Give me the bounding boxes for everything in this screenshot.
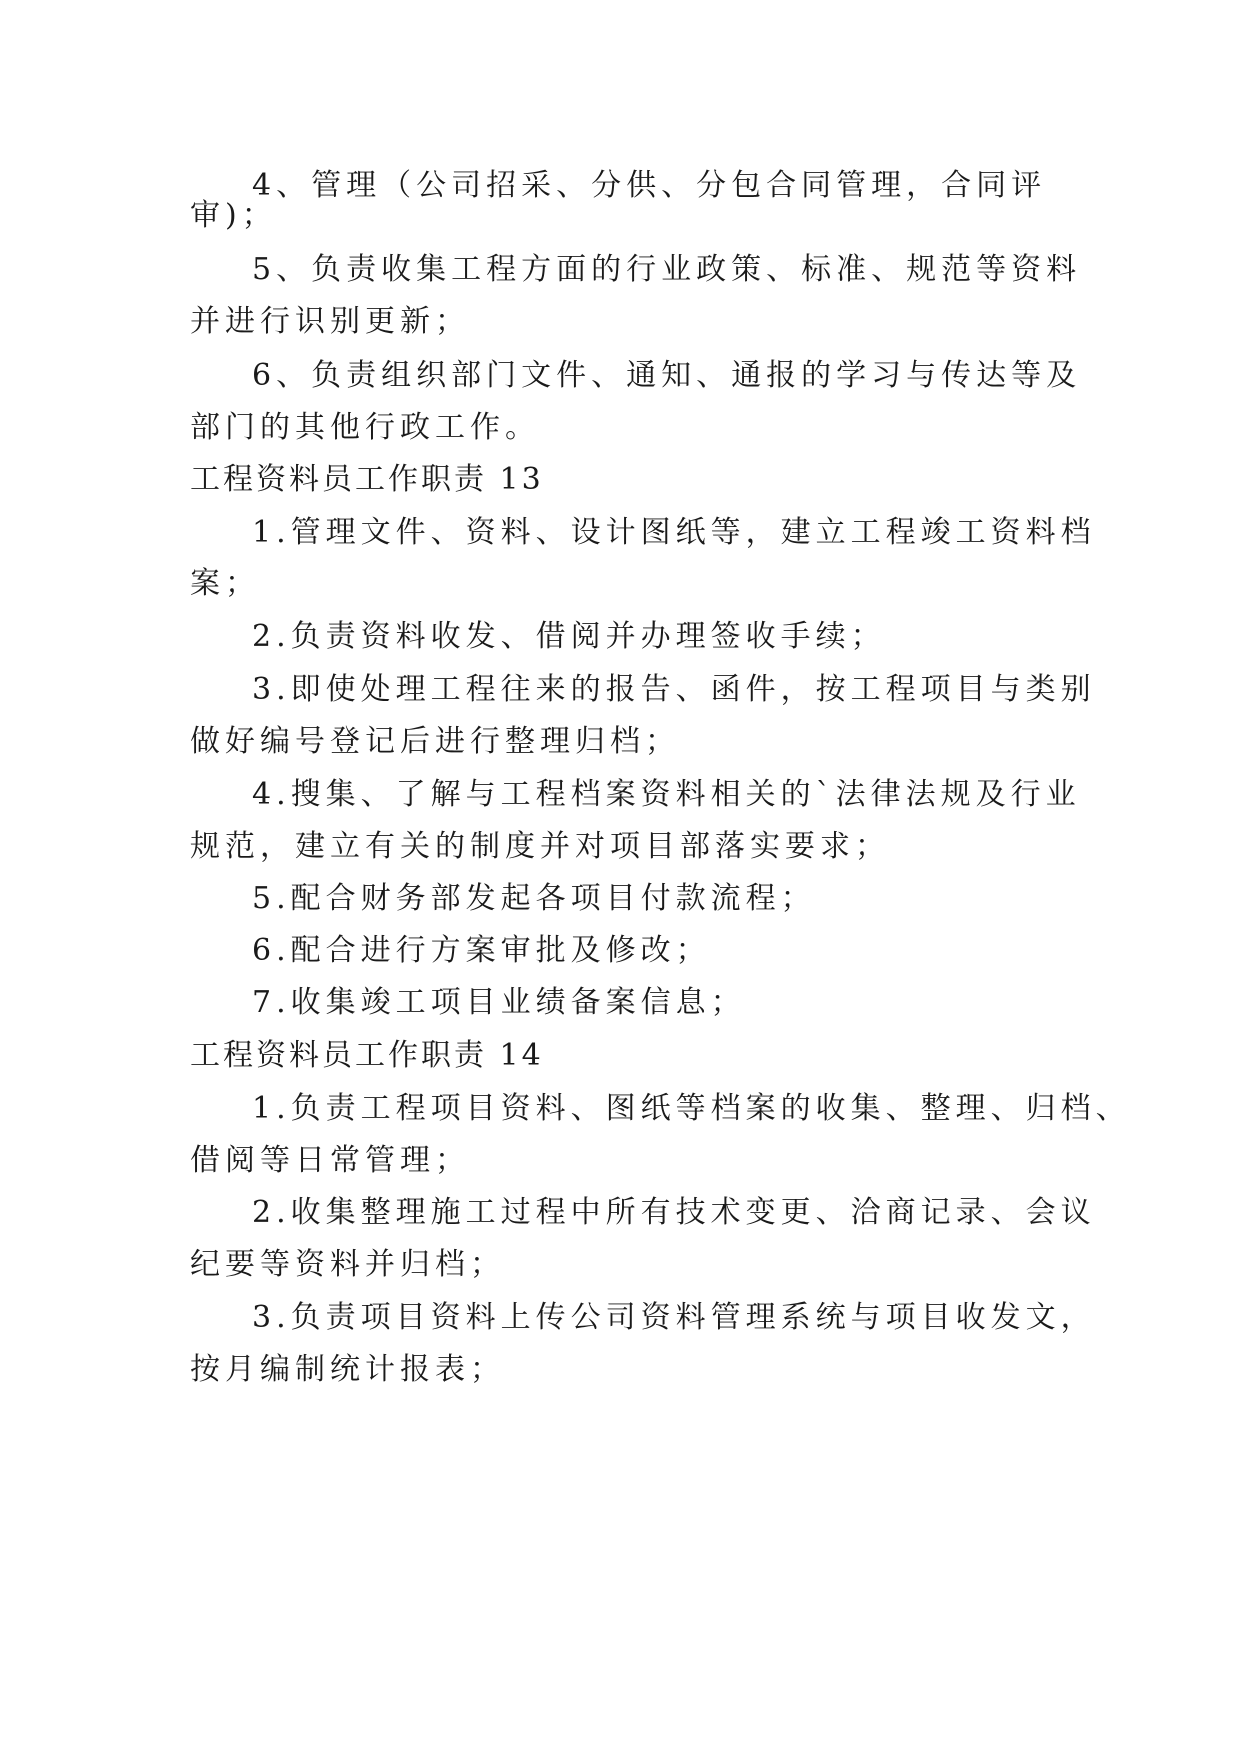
section-heading: 工程资料员工作职责 13 xyxy=(190,462,544,497)
paragraph-line: 4.搜集、了解与工程档案资料相关的`法律法规及行业 xyxy=(252,777,1081,812)
paragraph-line: 5.配合财务部发起各项目付款流程； xyxy=(252,881,816,916)
paragraph-line: 审)； xyxy=(190,198,277,233)
paragraph-line: 4、管理（公司招采、分供、分包合同管理，合同评 xyxy=(252,168,1047,203)
paragraph-line: 部门的其他行政工作。 xyxy=(190,410,540,445)
paragraph-line: 1.管理文件、资料、设计图纸等，建立工程竣工资料档 xyxy=(252,515,1096,550)
paragraph-line: 6.配合进行方案审批及修改； xyxy=(252,933,711,968)
paragraph-line: 3.即使处理工程往来的报告、函件，按工程项目与类别 xyxy=(252,672,1096,707)
paragraph-line: 规范，建立有关的制度并对项目部落实要求； xyxy=(190,829,890,864)
paragraph-line: 做好编号登记后进行整理归档； xyxy=(190,724,680,759)
paragraph-line: 5、负责收集工程方面的行业政策、标准、规范等资料 xyxy=(252,252,1082,287)
paragraph-line: 案； xyxy=(190,566,260,601)
paragraph-line: 3.负责项目资料上传公司资料管理系统与项目收发文， xyxy=(252,1300,1096,1335)
paragraph-line: 2.收集整理施工过程中所有技术变更、洽商记录、会议 xyxy=(252,1195,1096,1230)
paragraph-line: 借阅等日常管理； xyxy=(190,1143,470,1178)
paragraph-line: 纪要等资料并归档； xyxy=(190,1247,505,1282)
paragraph-line: 6、负责组织部门文件、通知、通报的学习与传达等及 xyxy=(252,358,1082,393)
paragraph-line: 按月编制统计报表； xyxy=(190,1352,505,1387)
paragraph-line: 7.收集竣工项目业绩备案信息； xyxy=(252,985,746,1020)
paragraph-line: 2.负责资料收发、借阅并办理签收手续； xyxy=(252,619,886,654)
section-heading: 工程资料员工作职责 14 xyxy=(190,1038,544,1073)
paragraph-line: 并进行识别更新； xyxy=(190,304,470,339)
paragraph-line: 1.负责工程项目资料、图纸等档案的收集、整理、归档、 xyxy=(252,1091,1131,1126)
